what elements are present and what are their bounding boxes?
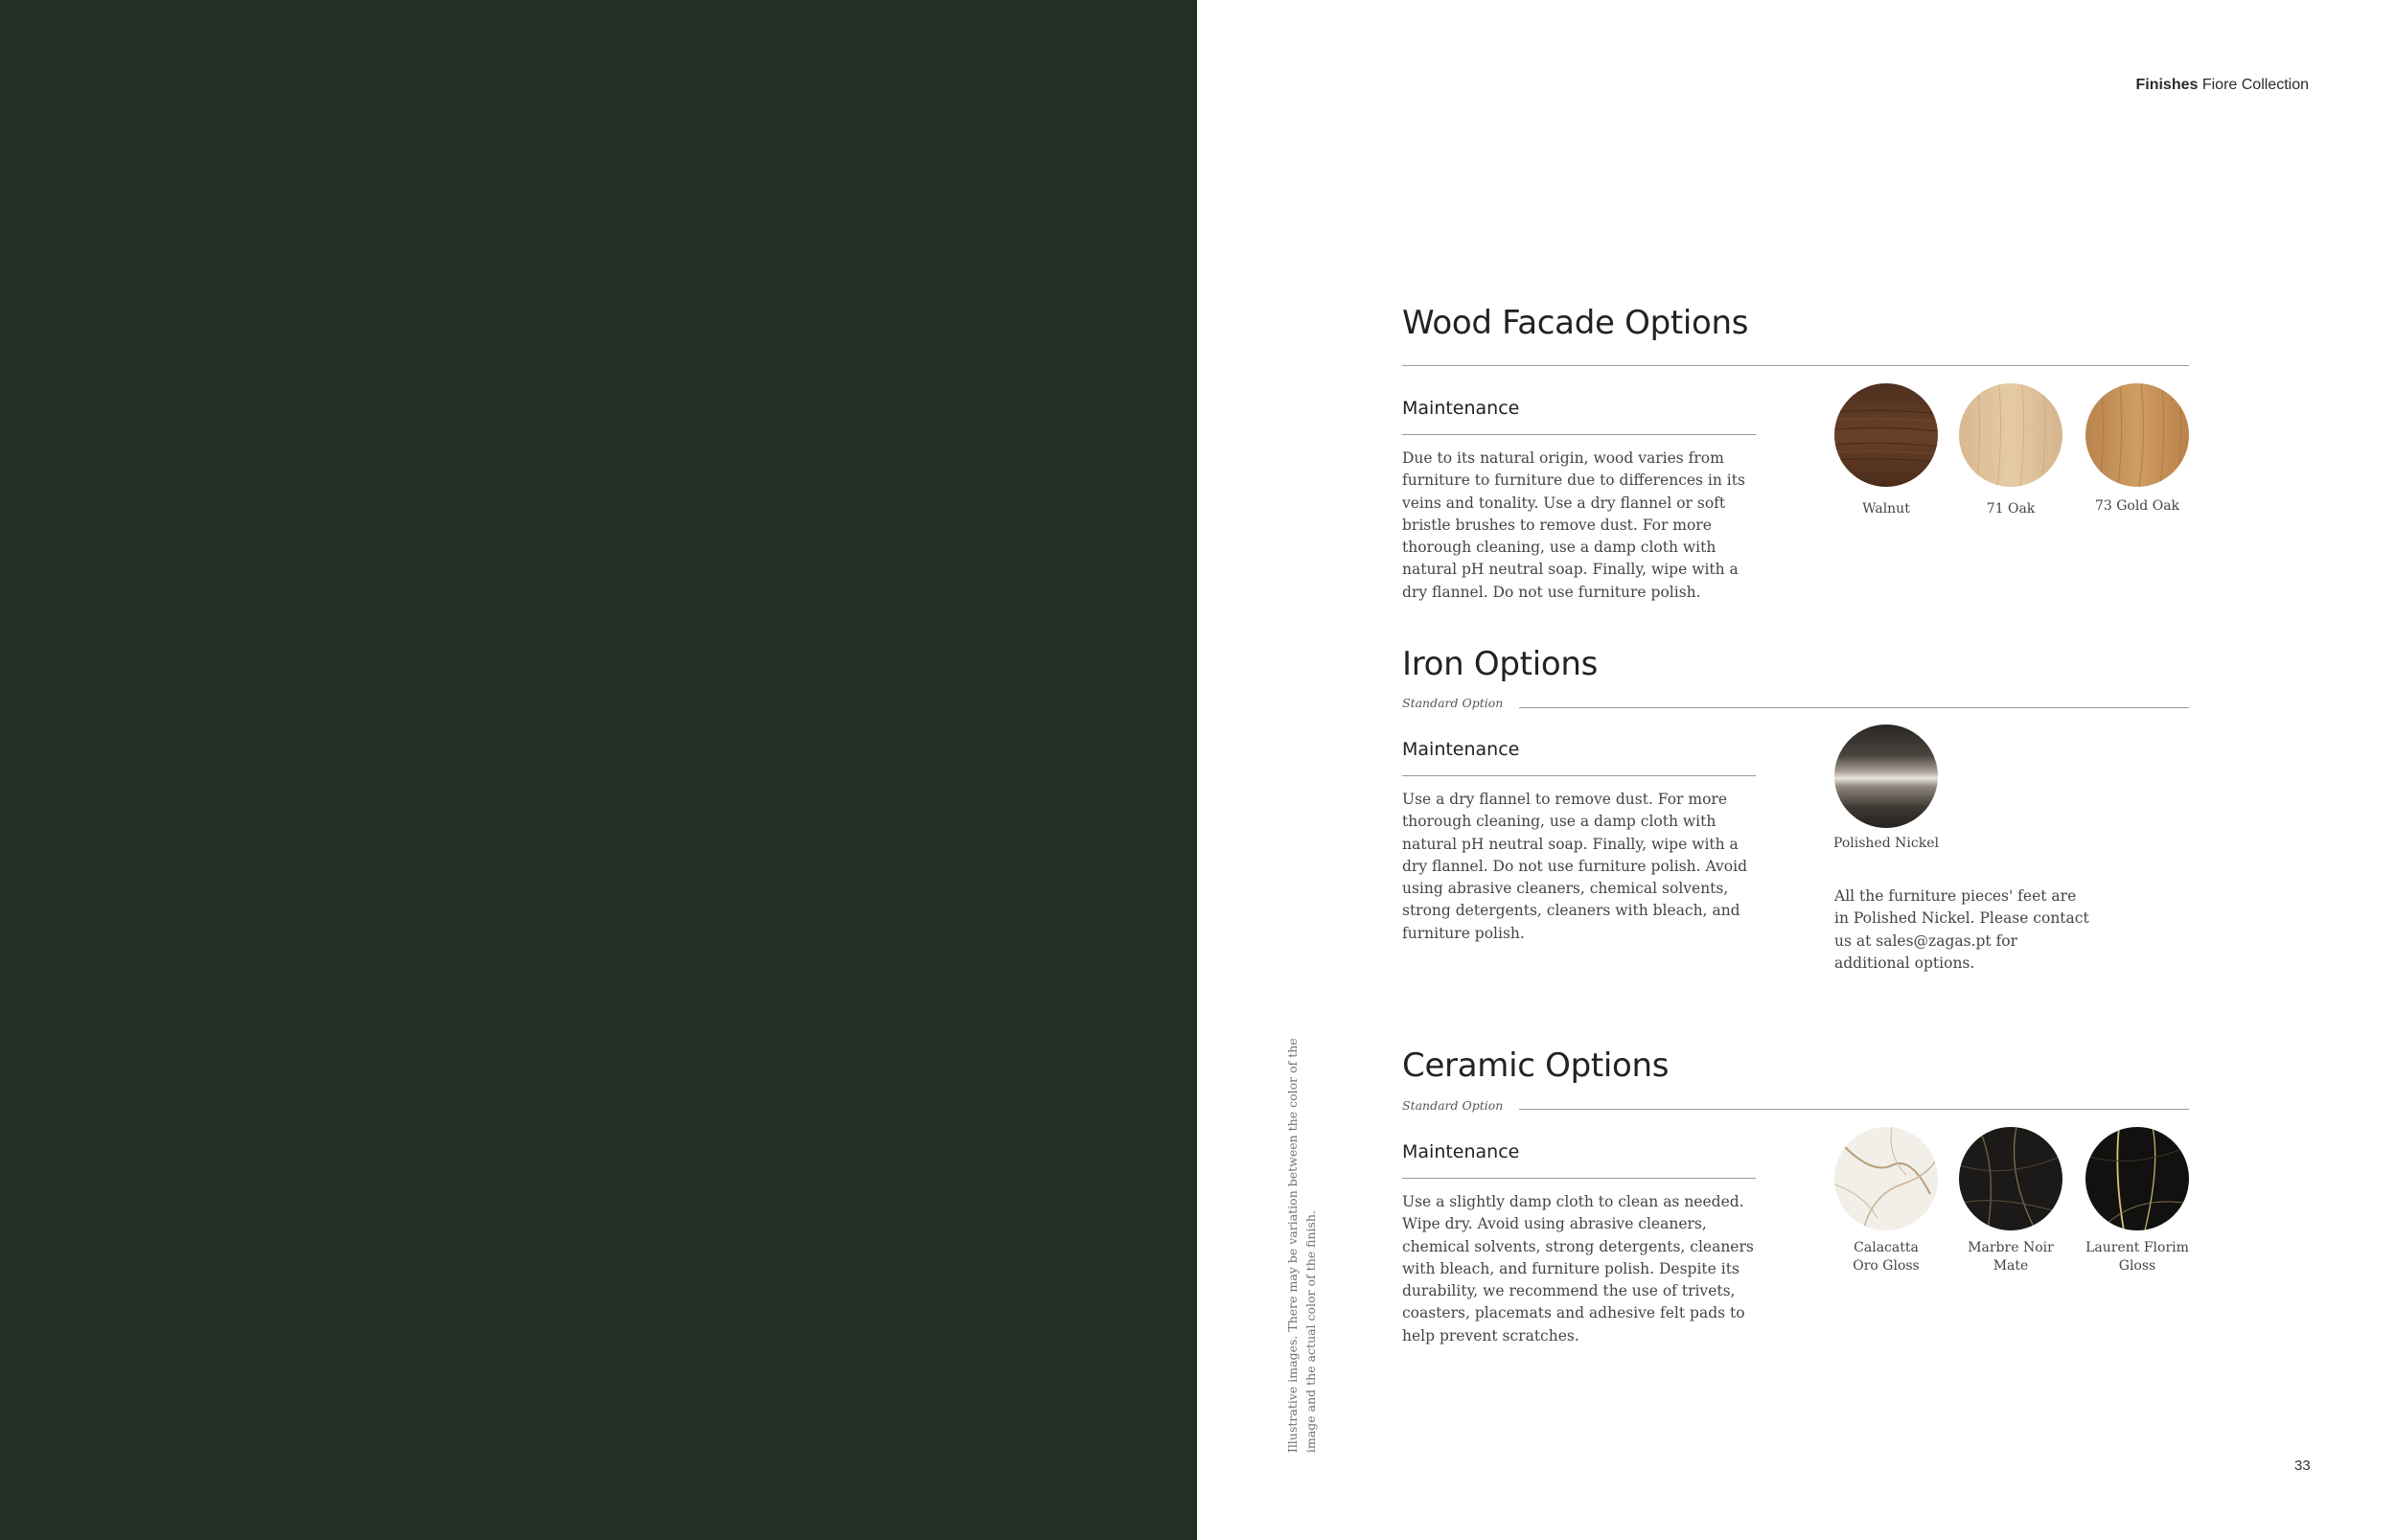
iron-note: All the furniture pieces' feet are in Polished Nickel. Please contact us at sales@zagas.pt for additional options. (1834, 887, 2089, 972)
page-header (2135, 77, 2309, 94)
walnut-label: Walnut (1862, 501, 1910, 517)
iron-standard-option: Standard Option (1402, 696, 1504, 710)
polished-nickel-label: Polished Nickel (1833, 836, 1939, 851)
wood-maintenance-title: Maintenance (1402, 398, 1520, 419)
marbre-noir-label-line2: Mate (1993, 1258, 2029, 1274)
iron-maintenance-rule (1402, 775, 1756, 776)
wood-maintenance-text: Due to its natural origin, wood varies from furniture to furniture due to differences in its veins and tonality. Use a dry flannel or soft bristle brushes to remove dust. For more thorough cleaning, use a damp cloth with natural pH neutral soap. Finally, wipe with a dry flannel. Do not use furniture polish. (1402, 449, 1745, 601)
gold-oak-73-label: 73 Gold Oak (2094, 498, 2180, 514)
ceramic-maintenance-title: Maintenance (1402, 1141, 1520, 1162)
calacatta-oro-label-line2: Oro Gloss (1853, 1258, 1920, 1274)
ceramic-maintenance-text: Use a slightly damp cloth to clean as needed. Wipe dry. Avoid using abrasive cleaners, chemical solvents, strong detergents, cleaners with bleach, and furniture polish. Despite its durability, we recommend the use of trivets, coasters, placemats and adhesive felt pads to help prevent scratches. (1402, 1193, 1754, 1345)
wood-title: Wood Facade Options (1402, 304, 1749, 342)
laurent-florim-label-line2: Gloss (2118, 1258, 2156, 1274)
green-panel (0, 0, 1197, 1540)
iron-rule (1519, 707, 2189, 708)
iron-title: Iron Options (1402, 645, 1599, 683)
ceramic-standard-option: Standard Option (1402, 1098, 1504, 1113)
ceramic-maintenance-rule (1402, 1178, 1756, 1179)
page-number: 33 (2294, 1458, 2311, 1474)
iron-maintenance-text: Use a dry flannel to remove dust. For more thorough cleaning, use a damp cloth with natural pH neutral soap. Finally, wipe with a dry flannel. Do not use furniture polish. Avoid using abrasive cleaners, chemical solvents, strong detergents, cleaners with bleach, and furniture polish. (1402, 791, 1748, 942)
laurent-florim-label (2065, 1239, 2209, 1276)
calacatta-oro-label-line1: Calacatta (1854, 1240, 1919, 1255)
header-section: Finishes (2135, 77, 2199, 93)
header-collection: Fiore Collection (2201, 77, 2309, 93)
side-note: Illustrative images. There may be variation between the color of the image and the actual color of the finish. (1285, 1038, 1318, 1453)
calacatta-oro-swatch (1834, 1127, 1938, 1230)
marbre-noir-label (1939, 1239, 2083, 1276)
gold-oak-73-swatch (2085, 383, 2189, 487)
oak-71-swatch (1959, 383, 2062, 487)
marbre-noir-label-line1: Marbre Noir (1968, 1240, 2054, 1255)
walnut-swatch (1834, 383, 1938, 487)
wood-rule (1402, 365, 2189, 366)
ceramic-rule (1519, 1109, 2189, 1110)
iron-maintenance-title: Maintenance (1402, 739, 1520, 760)
laurent-florim-label-line1: Laurent Florim (2085, 1240, 2189, 1255)
laurent-florim-swatch (2085, 1127, 2189, 1230)
polished-nickel-swatch (1834, 724, 1938, 828)
marbre-noir-swatch (1959, 1127, 2062, 1230)
oak-71-label: 71 Oak (1986, 501, 2036, 517)
calacatta-oro-label (1814, 1239, 1958, 1276)
wood-maintenance-rule (1402, 434, 1756, 435)
ceramic-title: Ceramic Options (1402, 1046, 1670, 1085)
